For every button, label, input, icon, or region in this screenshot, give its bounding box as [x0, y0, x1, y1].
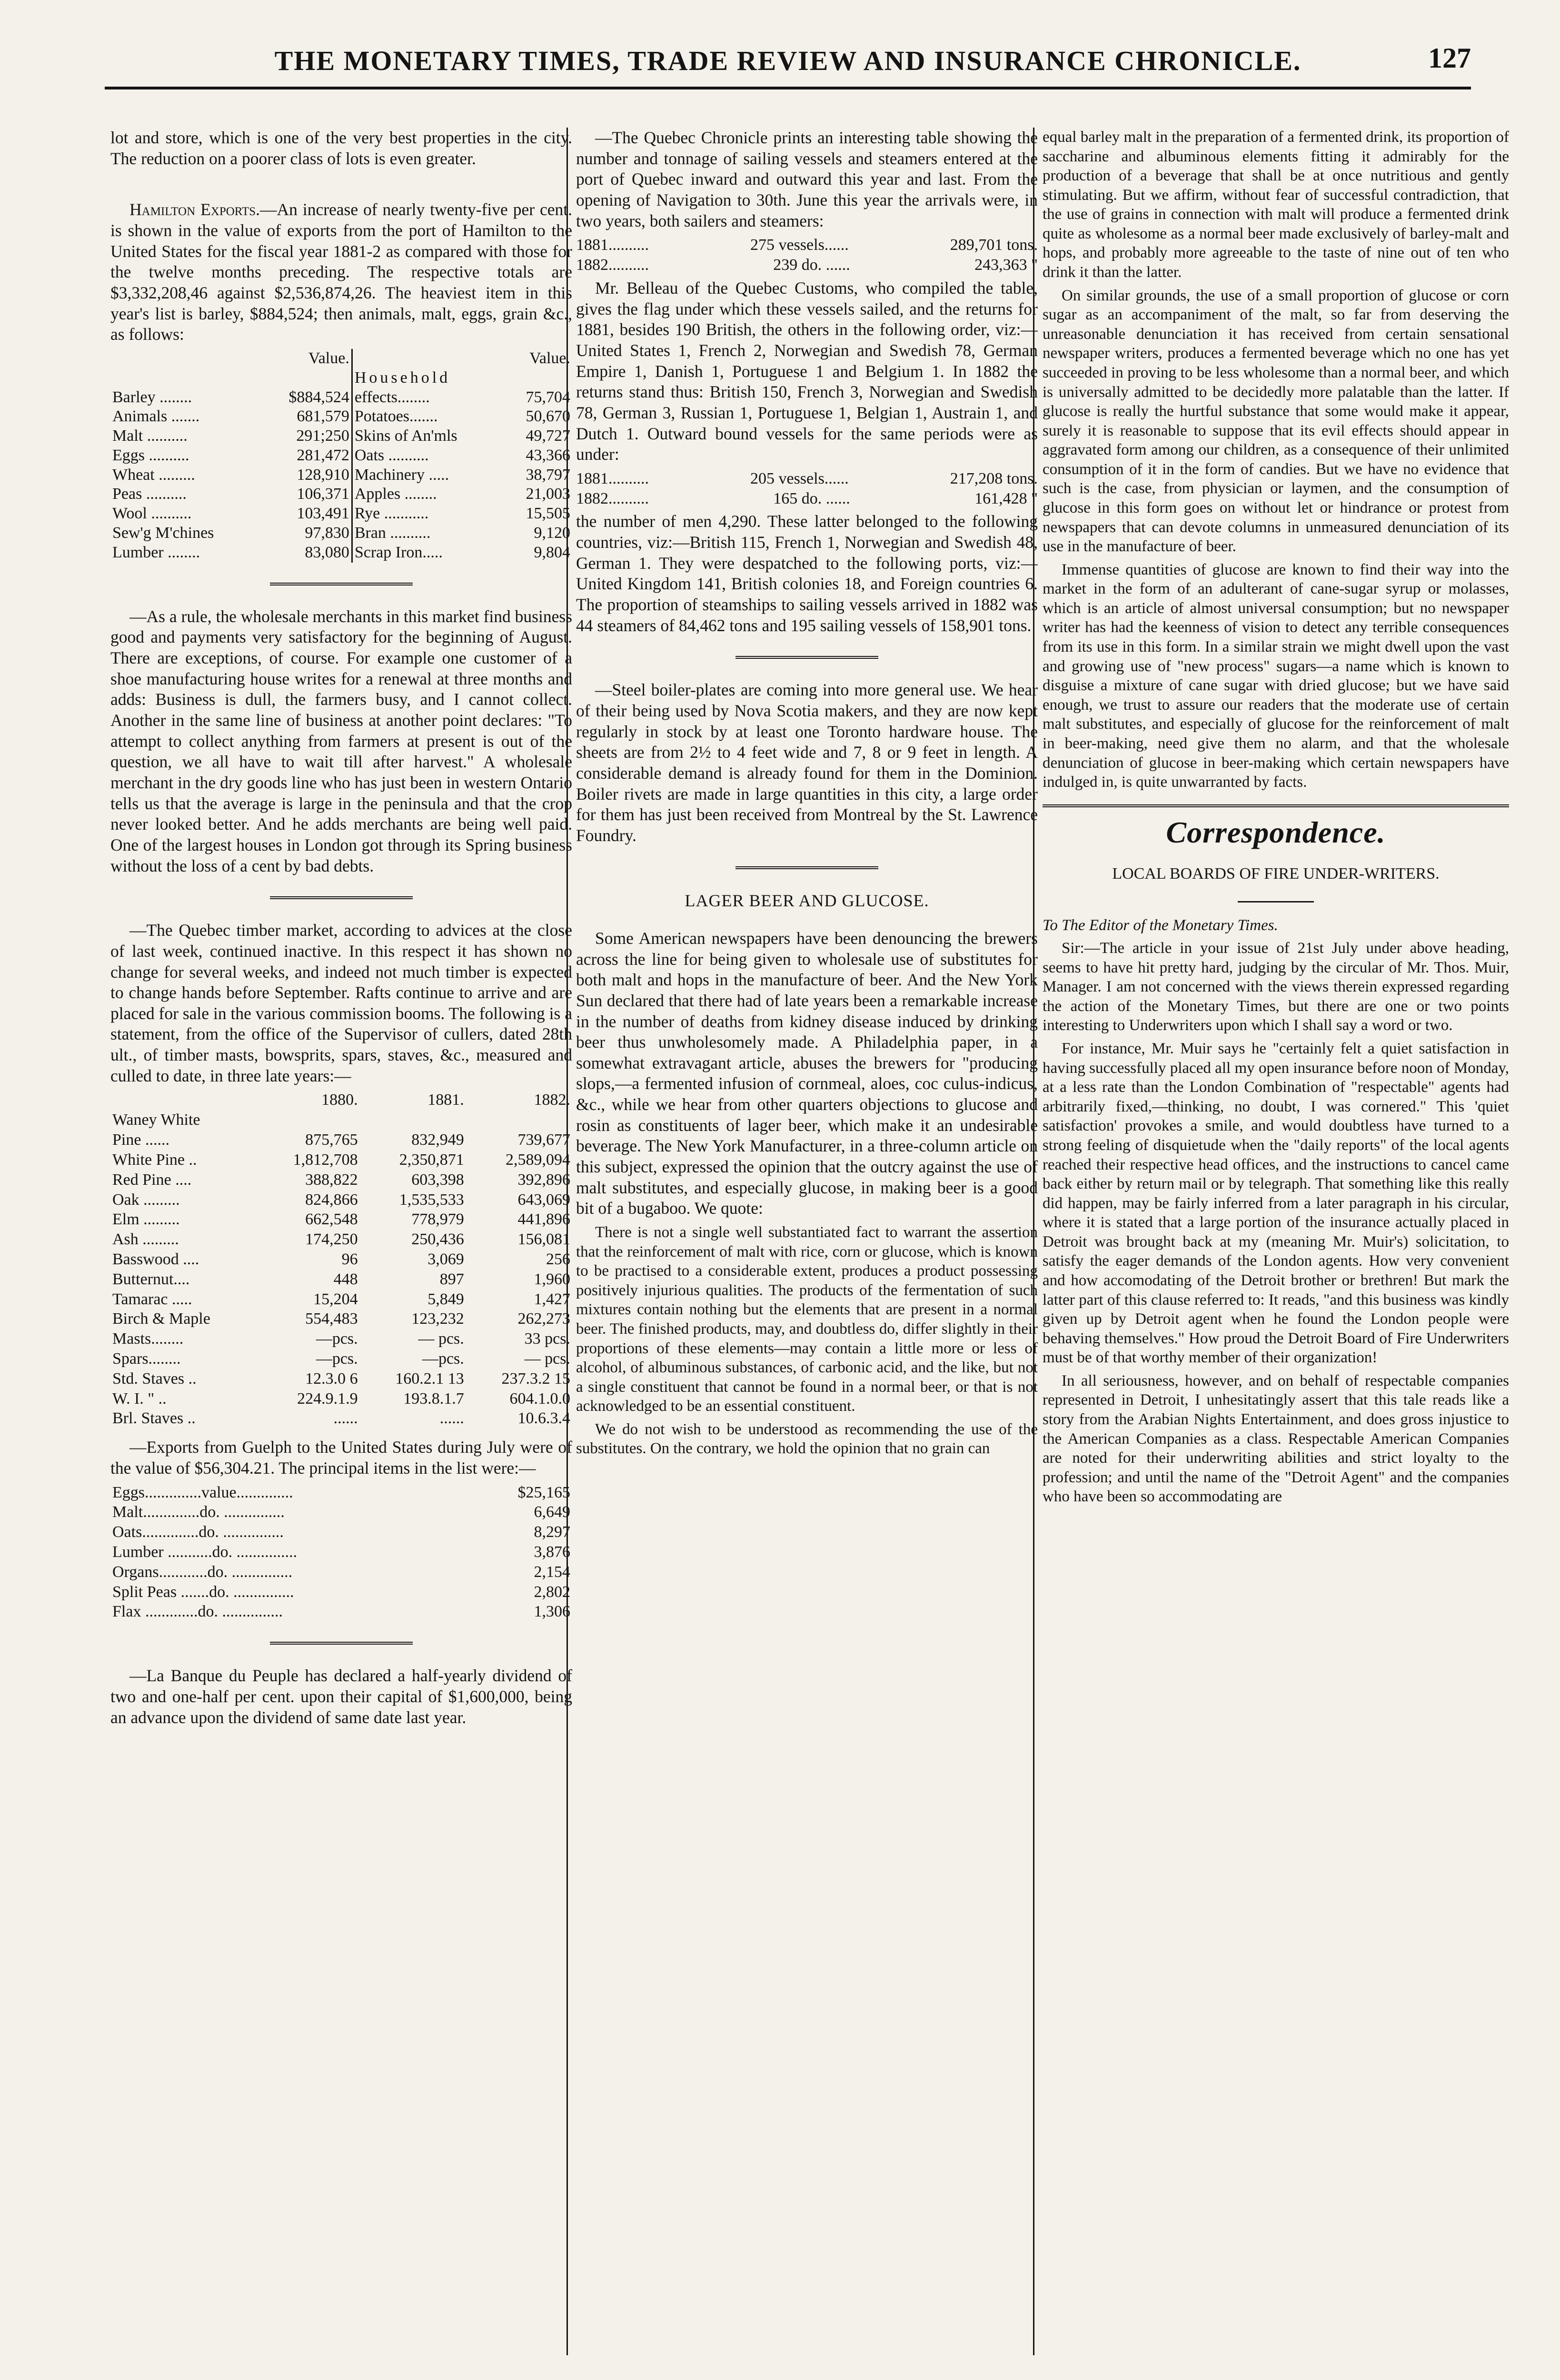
export-item: Wheat .........	[112, 466, 195, 484]
timber-1880: 824,866	[305, 1190, 358, 1209]
hamilton-exports-paragraph	[110, 199, 572, 345]
timber-1880: —pcs.	[316, 1350, 358, 1368]
boiler-plates-paragraph: —Steel boiler-plates are coming into more general use. We hear of their being used by Nova Scotia makers, and they are now kept regularly in stock by at least one Toronto hardware house. The sheets are from 2½ to 4 feet wide and 7, 8 or 9 feet in length. A considerable demand is already found for them in the Dominion. Boiler rivets are made in large quantities in this city, a large order for them has just been received from Montreal by the St. Lawrence Foundry.	[576, 680, 1038, 845]
export-value: 281,472	[297, 446, 349, 464]
guelph-value: $25,165	[517, 1483, 570, 1501]
timber-1881	[360, 1110, 466, 1130]
guelph-value: 6,649	[534, 1503, 570, 1521]
belleau-paragraph: Mr. Belleau of the Quebec Customs, who compiled the table, gives the flag under which these vessels sailed, and the returns for 1881, besides 190 British, the others in the following order, viz:—United States 1, French 2, Norwegian and Swedish 78, German Empire 1, Danish 1, Portuguese 1 and Belgium 1. In 1882 the returns stand thus: British 150, French 3, Norwegian and Swedish 78, German 3, Russian 1, Portuguese 1, Belgian 1, Austrain 1, and Dutch 1. Outward bound vessels for the same periods were as under:	[576, 278, 1038, 464]
timber-1881: 193.8.1.7	[403, 1389, 464, 1408]
men-paragraph: the number of men 4,290. These latter belonged to the following countries, viz:—British 115, French 1, Norwegian and Swedish 48, German 1. They were despatched to the following ports, viz:—United Kingdom 141, British colonies 18, and Foreign countries 6. The proportion of steamships to sailing vessels arrived in 1882 was 44 steamers of 84,462 tons and 195 sailing vessels of 158,901 tons.	[576, 512, 1038, 635]
household-label: Household	[352, 368, 504, 388]
table-row	[110, 1190, 572, 1210]
timber-1880: 15,204	[313, 1290, 358, 1308]
table-row	[110, 1230, 572, 1250]
timber-paragraph: —The Quebec timber market, according to advices at the close of last week, continued inactive. In this respect it has shown no change for several weeks, and indeed not much timber is expected to change hands before September. Rafts continue to arrive and are placed for sale in the various commission booms. The following is a statement, from the office of the Supervisor of cullers, dated 28th ult., of timber masts, bowsprits, spars, staves, &c., measured and culled to date, in three late years:—	[110, 921, 572, 1085]
timber-table	[110, 1090, 572, 1428]
lager-beer-paragraph: Some American newspapers have been denouncing the brewers across the line for being given to wholesale use of substitutes for both malt and hops in the manufacture of beer. And the New York Sun declared that there had of late years been a remarkable increase in the number of deaths from kidney disease induced by drinking beer thus unwholesomely made. A Philadelphia paper, in a somewhat extravagant article, abuses the brewers for "producing slops,—a fermented infusion of cornmeal, aloes, coc culus-indicus, &c., while we hear from other quarters objections to glucose and rosin as constituents of lager beer, which make it an undesirable beverage. The New York Manufacturer, in a three-column article on this subject, expressed the opinion that the outcry against the use of malt substitutes, and especially glucose, in making beer is a good bit of a bugaboo. We quote:	[576, 928, 1038, 1218]
timber-1881: 5,849	[427, 1290, 464, 1308]
timber-item: Brl. Staves ..	[112, 1409, 196, 1428]
column-2	[576, 128, 1038, 2355]
timber-item: Spars........	[112, 1350, 181, 1368]
guelph-value: 8,297	[534, 1523, 570, 1541]
table-row	[110, 1269, 572, 1289]
export-item: Peas ..........	[112, 485, 187, 503]
timber-1881: 1,535,533	[399, 1190, 464, 1209]
stmt-tons: 243,363 "	[974, 256, 1038, 274]
export-item: Barley ........	[112, 388, 192, 406]
table-row	[110, 1408, 572, 1428]
export-value: 75,704	[526, 388, 570, 406]
timber-1881: 160.2.1 13	[395, 1369, 464, 1388]
continued-paragraph: lot and store, which is one of the very best properties in the city. The reduction on a poorer class of lots is even greater.	[110, 128, 572, 168]
section-separator	[270, 896, 413, 899]
stmt-tons: 161,428 "	[974, 489, 1038, 507]
table-row	[110, 388, 572, 407]
guelph-value: 2,154	[534, 1563, 570, 1581]
stmt-vessels: 239 do. ......	[773, 256, 850, 274]
export-value: 103,491	[297, 505, 349, 523]
stmt-year: 1881..........	[576, 469, 649, 487]
hamilton-exports-table	[110, 349, 572, 563]
guelph-paragraph: —Exports from Guelph to the United States during July were of the value of $56,304.21. The principal items in the list were:—	[110, 1438, 572, 1478]
year-header: 1882.	[534, 1091, 570, 1109]
export-value: 9,120	[534, 524, 570, 542]
banque-paragraph: —La Banque du Peuple has declared a half-yearly dividend of two and one-half per cent. upon their capital of $1,600,000, being an advance upon the dividend of same date last year.	[110, 1666, 572, 1727]
timber-1882: 1,427	[534, 1290, 570, 1308]
table-row	[110, 485, 572, 504]
export-item: Eggs ..........	[112, 446, 189, 464]
page-header	[105, 33, 1471, 90]
timber-1882: 156,081	[517, 1230, 570, 1249]
export-value: 43,366	[526, 446, 570, 464]
lager-quote-paragraph: There is not a single well substantiated fact to warrant the assertion that the reinforcement of malt with rice, corn or glucose, which is known to be practised to a considerable extent, produces a product possessing positively injurious qualities. The products of the fermentation of such mixtures contain nothing but the elements that are present in a normal beer. The finished products, may, and doubtless do, differ slightly in their proportions of these elements—may contain a little more or less of alcohol, of albuminous substances, of carbonic acid, and the like, but not a single constituent that cannot be found in a normal beer, or that is not acknowledged to be an essential constituent.	[576, 1224, 1038, 1415]
table-row	[110, 1542, 572, 1562]
table-row	[110, 1582, 572, 1602]
timber-item: Butternut....	[112, 1270, 190, 1288]
stmt-year: 1881..........	[576, 236, 649, 254]
timber-item: Basswood ....	[112, 1250, 199, 1268]
lager-beer-heading: LAGER BEER AND GLUCOSE.	[685, 891, 929, 910]
timber-1881: — pcs.	[418, 1330, 464, 1348]
guelph-value: 2,802	[534, 1583, 570, 1601]
stmt-vessels: 165 do. ......	[773, 489, 850, 507]
timber-item: Waney White	[112, 1111, 200, 1129]
timber-item: W. I. " ..	[112, 1389, 167, 1408]
timber-item: White Pine ..	[112, 1150, 197, 1169]
export-item: Animals .......	[112, 407, 200, 426]
table-row	[110, 1562, 572, 1582]
export-item: Scrap Iron.....	[352, 543, 504, 563]
timber-1880: 875,765	[305, 1131, 358, 1149]
table-row	[110, 1522, 572, 1542]
column-1	[110, 128, 572, 2355]
timber-1882: 33 pcs.	[524, 1330, 570, 1348]
table-row	[110, 466, 572, 485]
export-value: 681,579	[297, 407, 349, 426]
timber-item: Red Pine ....	[112, 1170, 192, 1189]
stmt-year: 1882..........	[576, 256, 649, 274]
table-row	[576, 469, 1038, 489]
timber-1880: 12.3.0 6	[305, 1369, 358, 1388]
export-item: effects........	[352, 388, 504, 407]
export-value: $884,524	[288, 388, 349, 406]
table-row	[110, 504, 572, 524]
timber-1880: 96	[341, 1250, 358, 1268]
timber-1881: 603,398	[411, 1170, 464, 1189]
stmt-vessels: 205 vessels......	[750, 469, 849, 487]
timber-1880: 174,250	[305, 1230, 358, 1249]
table-row	[110, 1483, 572, 1503]
timber-item: Pine ......	[112, 1131, 169, 1149]
stmt-year: 1882..........	[576, 489, 649, 507]
timber-1881: 832,949	[411, 1131, 464, 1149]
table-row	[110, 1150, 572, 1170]
guelph-value: 1,306	[534, 1603, 570, 1621]
timber-1880	[259, 1110, 360, 1130]
timber-1881: ......	[439, 1409, 464, 1428]
table-row	[110, 1309, 572, 1329]
timber-item: Std. Staves ..	[112, 1369, 197, 1388]
table-row	[110, 1130, 572, 1150]
timber-1881: 3,069	[427, 1250, 464, 1268]
timber-item: Tamarac .....	[112, 1290, 192, 1308]
table-row	[110, 1502, 572, 1522]
timber-1881: 250,436	[411, 1230, 464, 1249]
timber-1881: —pcs.	[422, 1350, 464, 1368]
timber-1880: ......	[333, 1409, 358, 1428]
lager-quote-paragraph-2: We do not wish to be understood as recommending the use of the substitutes. On the contrary, we hold the opinion that no grain can	[576, 1420, 1038, 1458]
table-row	[110, 1389, 572, 1409]
table-row	[110, 1329, 572, 1349]
column-3	[1043, 128, 1509, 2355]
guelph-item: Eggs..............value..............	[112, 1483, 293, 1501]
year-header: 1880.	[321, 1091, 358, 1109]
timber-1881: 2,350,871	[399, 1150, 464, 1169]
guelph-value: 3,876	[534, 1543, 570, 1561]
section-separator	[735, 866, 878, 869]
quote-continued-2: On similar grounds, the use of a small proportion of glucose or corn sugar as an accompaniment of the malt, so far from deserving the unreasonable denunciation it has received from certain sensational newspaper writers, produces a fermented beverage which no one has yet succeeded in proving to be less wholesome than a normal beer, and which is universally admitted to be decidedly more palatable than the latter. If glucose is really the hurtful substance that some would make it appear, surely it is reasonable to suppose that its evil effects should appear in aggravated form among our children, as a consequence of their unlimited consumption of it in the form of candies. But we have no evidence that such is the case, from physician or laymen, and the consumption of glucose in this form goes on without let or hindrance or protest from newspapers that can devote columns in unmeasured denunciation of its use in the manufacture of beer.	[1043, 287, 1509, 555]
stmt-vessels: 275 vessels......	[750, 236, 849, 254]
table-row	[110, 1289, 572, 1309]
export-item: Sew'g M'chines	[112, 524, 214, 542]
timber-item: Elm .........	[112, 1210, 180, 1229]
table-row	[576, 255, 1038, 275]
local-boards-heading: LOCAL BOARDS OF FIRE UNDER-WRITERS.	[1112, 865, 1440, 883]
export-item: Malt ..........	[112, 427, 188, 445]
export-value: 49,727	[526, 427, 570, 445]
timber-1882: 262,273	[517, 1310, 570, 1328]
timber-1880: 224.9.1.9	[297, 1389, 358, 1408]
export-item: Skins of An'mls	[352, 426, 504, 446]
table-row	[110, 524, 572, 543]
letter-paragraph-2: For instance, Mr. Muir says he "certainly felt a quiet satisfaction in having successfully placed all my open insurance before noon of Monday, at a less rate than the London Combination of "respectable" agents had arbitrarily fixed,—thinking, no doubt, I was cornered." This 'quiet satisfaction' provokes a smile, and would doubtless have turned to a strong feeling of disquietude when the "daily reports" of the local agents reached their respective head offices, and the instructions to cancel came back either by return mail or by telegraph. That something like this really did happen, may be fairly inferred from a later paragraph in his circular, where it is stated that a large portion of the insurance actually placed in Detroit was brought back at my (meaning Mr. Muir's) solicitation, to satisfy the eager demands of the London agents. How very convenient and how accomodating of the Detroit brother or brethren! But mark the latter part of this clause referred to: It reads, "and this business was kindly given up by Detroit agent when he found the London people were behaving themselves." How proud the Detroit Board of Fire Underwriters must be of that worthy member of their organization!	[1043, 1040, 1509, 1367]
export-item: Lumber ........	[112, 543, 200, 561]
value-header-right: Value.	[529, 349, 570, 367]
quebec-chronicle-paragraph: —The Quebec Chronicle prints an interesting table showing the number and tonnage of sailing vessels and steamers entered at the port of Quebec inward and outward this year and last. From the opening of Navigation to 30th. June this year the arrivals were, in two years, both sailers and steamers:	[576, 128, 1038, 230]
timber-item: Birch & Maple	[112, 1310, 210, 1328]
table-row	[110, 1170, 572, 1190]
export-item: Potatoes.......	[352, 407, 504, 426]
export-value: 38,797	[526, 466, 570, 484]
timber-1882: 392,896	[517, 1170, 570, 1189]
timber-1881: 123,232	[411, 1310, 464, 1328]
export-value: 83,080	[305, 543, 349, 561]
export-value: 9,804	[534, 543, 570, 561]
timber-1882: 643,069	[517, 1190, 570, 1209]
value-header-left: Value.	[308, 349, 349, 367]
timber-1880: 1,812,708	[293, 1150, 358, 1169]
page-title: THE MONETARY TIMES, TRADE REVIEW AND INSURANCE CHRONICLE.	[274, 45, 1302, 76]
inward-statement	[576, 235, 1038, 275]
stmt-tons: 289,701 tons.	[950, 236, 1038, 254]
timber-1880: 388,822	[305, 1170, 358, 1189]
export-value: 128,910	[297, 466, 349, 484]
stmt-tons: 217,208 tons.	[950, 469, 1038, 487]
letter-paragraph-1: Sir:—The article in your issue of 21st July under above heading, seems to have hit pretty hard, judging by the circular of Mr. Thos. Muir, Manager. I am not concerned with the views therein expressed regarding the action of the Monetary Times, but there are one or two points interesting to Underwriters upon which I shall say a word or two.	[1043, 940, 1509, 1034]
table-row	[576, 235, 1038, 255]
timber-1880: 448	[333, 1270, 358, 1288]
section-separator	[270, 583, 413, 585]
timber-1882: 1,960	[534, 1270, 570, 1288]
export-value: 291;250	[296, 427, 349, 445]
timber-item: Oak .........	[112, 1190, 180, 1209]
timber-item: Masts........	[112, 1330, 184, 1348]
export-item: Apples ........	[352, 485, 504, 504]
guelph-item: Malt..............do. ...............	[112, 1503, 285, 1521]
export-item: Wool ..........	[112, 505, 192, 523]
short-rule	[1238, 901, 1314, 902]
timber-1880: 554,483	[305, 1310, 358, 1328]
letter-paragraph-3: In all seriousness, however, and on behalf of respectable companies represented in Detroit, I unhesitatingly assert that this tale reads like a story from the Arabian Nights Entertainment, and does gross injustice to the American Companies as a class. Respectable American Companies are noted for their underwriting abilities and strict loyalty to the profession; and until the name of the "Detroit Agent" and the companies who have been so accommodating are	[1043, 1372, 1509, 1506]
table-row	[110, 1110, 572, 1130]
section-separator	[270, 1642, 413, 1645]
export-item: Bran ..........	[352, 524, 504, 543]
timber-1882	[466, 1110, 572, 1130]
export-value: 50,670	[526, 407, 570, 426]
export-item: Oats ..........	[352, 446, 504, 466]
table-row	[110, 1602, 572, 1622]
page-number: 127	[1428, 42, 1471, 74]
timber-1881: 778,979	[411, 1210, 464, 1229]
timber-item: Ash .........	[112, 1230, 179, 1249]
correspondence-heading: Correspondence.	[1166, 815, 1386, 849]
export-value: 21,003	[526, 485, 570, 503]
timber-1882: 441,896	[517, 1210, 570, 1229]
export-item: Machinery .....	[352, 466, 504, 485]
hamilton-text: —An increase of nearly twenty-five per cent. is shown in the value of exports from the port of Hamilton to the United States for the fiscal year 1881-2 as compared with those for the twelve months preceding. The respective totals are $3,332,208,46 against $2,536,874,26. The heaviest item in this year's list is barley, $884,524; then animals, malt, eggs, grain &c., as follows:	[110, 200, 572, 344]
export-value: 97,830	[305, 524, 349, 542]
section-separator	[735, 656, 878, 659]
guelph-item: Lumber ...........do. ...............	[112, 1543, 298, 1561]
year-header: 1881.	[427, 1091, 464, 1109]
export-item: Rye ...........	[352, 504, 504, 524]
guelph-item: Oats..............do. ...............	[112, 1523, 284, 1541]
guelph-item: Flax .............do. ...............	[112, 1603, 283, 1621]
table-row	[110, 1250, 572, 1269]
table-row	[110, 426, 572, 446]
guelph-item: Split Peas .......do. ...............	[112, 1583, 294, 1601]
merchants-paragraph: —As a rule, the wholesale merchants in this market find business good and payments very satisfactory for the beginning of August. There are exceptions, of course. For example one customer of a shoe manufacturing house writes for a renewal at three months and adds: Business is dull, the farmers busy, and I cannot collect. Another in the same line of business at another point declares: "To attempt to collect anything from farmers at present is out of the question, we all have to wait till after harvest." A wholesale merchant in the dry goods line who has just been in western Ontario tells us that the average is large in the peninsula and that the crop never looked better. And he adds merchants are being well paid. One of the largest houses in London got through its Spring business without the loss of a cent by bad debts.	[110, 606, 572, 875]
timber-1882: 604.1.0.0	[509, 1389, 570, 1408]
quote-continued-3: Immense quantities of glucose are known to find their way into the market in the form of an adulterant of cane-sugar syrup or molasses, which is an article of almost universal consumption; but no newspaper writer has had the keenness of vision to detect any terrible consequences from its use in this form. In a similar strain we might dwell upon the vast and growing use of "new process" sugars—a name which is known to disguise a mixture of cane sugar with dried glucose; but we have said enough, we trust to assure our readers that the moderate use of certain malt substitutes, and especially of glucose for the reinforcement of malt in beer-making, need give them no alarm, and that the wholesale denunciation of glucose in beer-making which certain newspapers have indulged in, is quite unwarranted by facts.	[1043, 561, 1509, 791]
hamilton-lead: Hamilton Exports.	[129, 200, 260, 219]
table-row	[110, 543, 572, 563]
timber-1882: — pcs.	[524, 1350, 570, 1368]
table-row	[576, 489, 1038, 509]
guelph-item: Organs............do. ...............	[112, 1563, 293, 1581]
timber-1882: 256	[546, 1250, 570, 1268]
table-row	[110, 407, 572, 426]
export-value: 15,505	[526, 505, 570, 523]
table-row	[110, 446, 572, 466]
timber-1882: 2,589,094	[506, 1150, 570, 1169]
section-separator	[1043, 804, 1509, 807]
timber-1882: 237.3.2 15	[501, 1369, 570, 1388]
timber-1881: 897	[439, 1270, 464, 1288]
timber-1882: 10.6.3.4	[517, 1409, 570, 1428]
export-value: 106,371	[297, 485, 349, 503]
timber-1882: 739,677	[517, 1131, 570, 1149]
outward-statement	[576, 469, 1038, 509]
to-editor-line: To The Editor of the Monetary Times.	[1043, 916, 1278, 934]
timber-1880: —pcs.	[316, 1330, 358, 1348]
table-row	[110, 1369, 572, 1389]
quote-continued-1: equal barley malt in the preparation of a fermented drink, its proportion of saccharine and albuminous elements fitting it admirably for the production of a beverage that shall be at once nutritious and gently stimulating. But we affirm, without fear of successful contradiction, that the use of grains in connection with malt will produce a fermented drink quite as wholesome as a normal beer made exclusively of barley-malt and hops, and probably more agreeable to the taste of nine out of ten who drink it than the latter.	[1043, 129, 1509, 281]
table-row	[110, 1349, 572, 1369]
table-row	[110, 1210, 572, 1230]
header-rule	[105, 87, 1471, 89]
timber-1880: 662,548	[305, 1210, 358, 1229]
guelph-table	[110, 1483, 572, 1622]
